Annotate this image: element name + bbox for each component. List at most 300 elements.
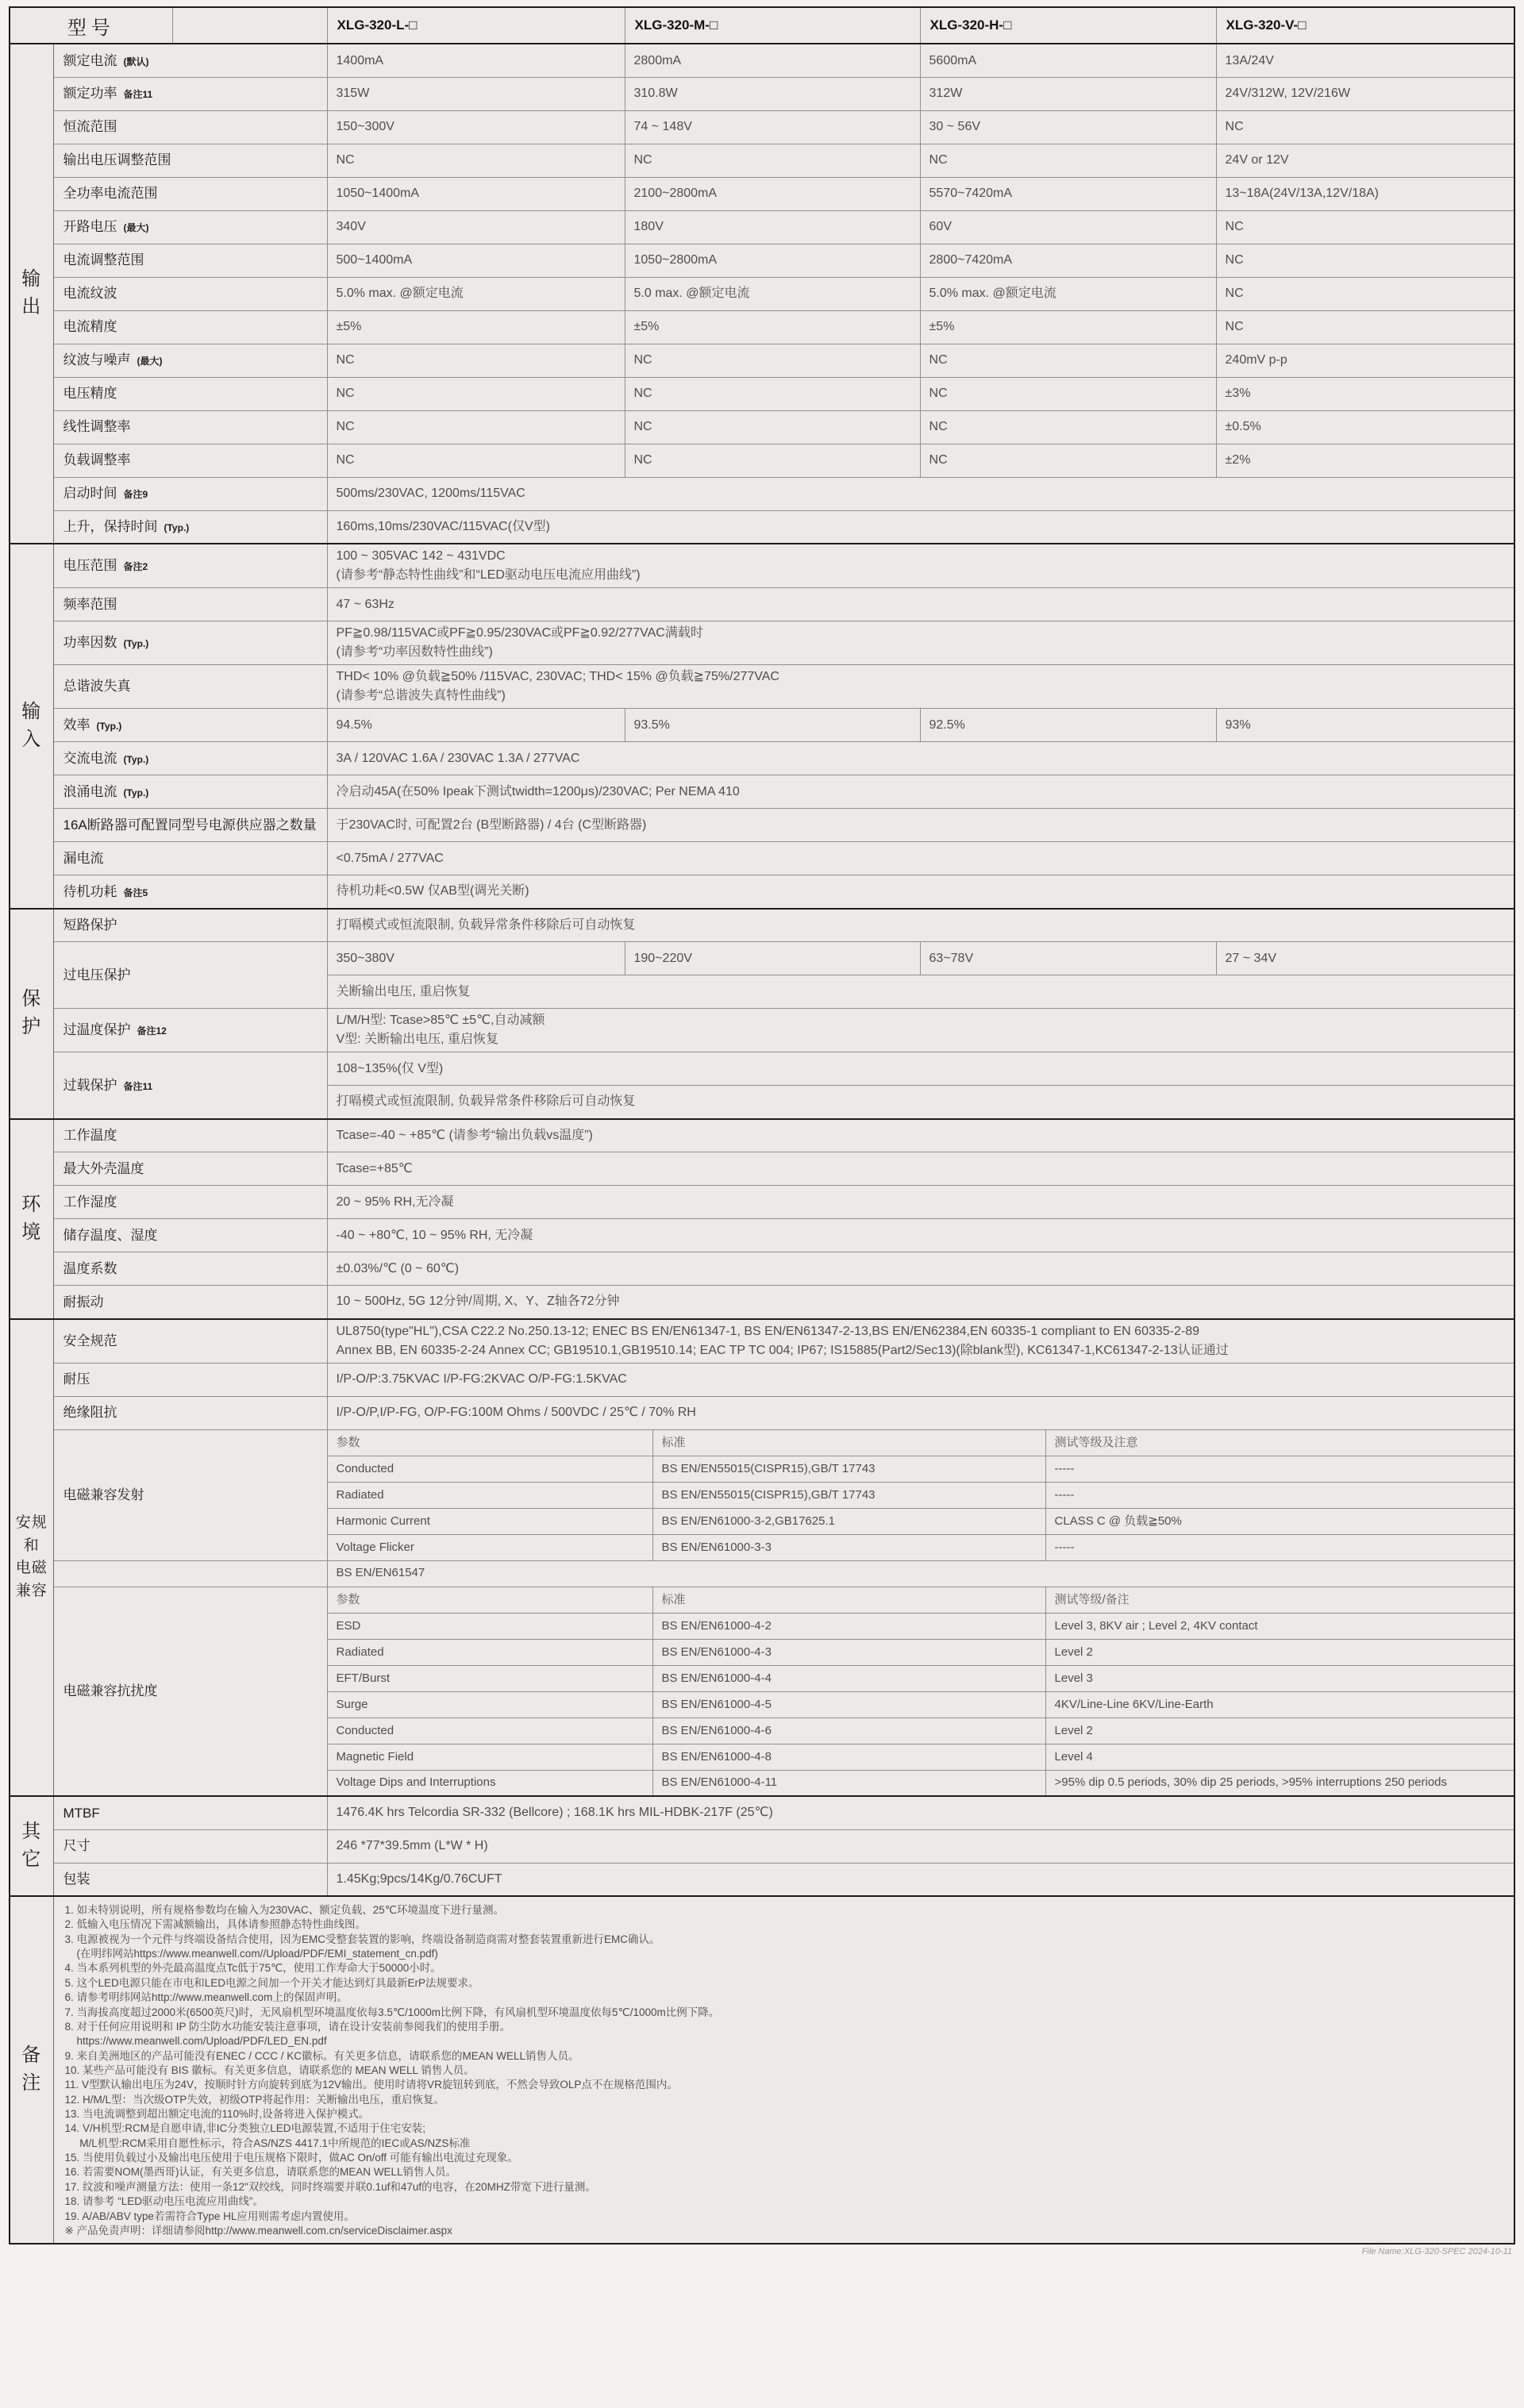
param-note: (Typ.) xyxy=(96,720,122,732)
section-label-notes: 备 注 xyxy=(10,1896,53,2244)
spec-value: Surge xyxy=(327,1691,652,1718)
model-name: XLG-320-V-□ xyxy=(1216,7,1514,44)
spec-value: 13A/24V xyxy=(1216,44,1514,77)
spec-value: L/M/H型: Tcase>85℃ ±5℃,自动减额 V型: 关断输出电压, 重启恢复 xyxy=(327,1009,1514,1052)
spec-value: -40 ~ +80℃, 10 ~ 95% RH, 无冷凝 xyxy=(327,1219,1514,1252)
spec-value: ±3% xyxy=(1216,377,1514,410)
param-note: (Typ.) xyxy=(123,753,149,765)
param-label-text: MTBF xyxy=(63,1805,100,1821)
param-label xyxy=(53,210,327,244)
param-label xyxy=(53,1319,327,1364)
spec-value: 24V/312W, 12V/216W xyxy=(1216,77,1514,110)
table-row xyxy=(10,909,1514,942)
spec-value: 5.0 max. @额定电流 xyxy=(625,277,920,310)
param-label-text: 上升，保持时间 xyxy=(63,519,158,535)
param-label xyxy=(53,1009,327,1052)
table-row xyxy=(10,1286,1514,1319)
param-label-text: 过温度保护 xyxy=(63,1022,131,1038)
spec-value: 60V xyxy=(920,210,1216,244)
table-row xyxy=(10,1219,1514,1252)
spec-value: 108~135%(仅 V型) xyxy=(327,1052,1514,1086)
spec-value: BS EN/EN61000-4-6 xyxy=(652,1718,1045,1744)
spec-value: 5600mA xyxy=(920,44,1216,77)
spec-value: 47 ~ 63Hz xyxy=(327,588,1514,621)
param-label xyxy=(53,709,327,742)
spec-sheet xyxy=(9,6,1515,2263)
table-row xyxy=(10,1363,1514,1396)
spec-value: 30 ~ 56V xyxy=(920,110,1216,144)
param-label xyxy=(53,1560,327,1587)
file-name-footer: File Name:XLG-320-SPEC 2024-10-11 xyxy=(1361,2247,1512,2257)
spec-value: 打嗝模式或恒流限制, 负载异常条件移除后可自动恢复 xyxy=(327,909,1514,942)
spec-value: Conducted xyxy=(327,1456,652,1482)
spec-value: ±2% xyxy=(1216,444,1514,477)
param-label xyxy=(53,1152,327,1186)
table-row xyxy=(10,177,1514,210)
param-label xyxy=(53,510,327,544)
spec-value: ----- xyxy=(1045,1456,1514,1482)
param-label xyxy=(53,77,327,110)
table-row xyxy=(10,1009,1514,1052)
section-label-protection: 保 护 xyxy=(10,909,53,1119)
param-label-text: 耐压 xyxy=(63,1371,90,1387)
spec-value: NC xyxy=(327,344,625,377)
spec-value: Level 3, 8KV air ; Level 2, 4KV contact xyxy=(1045,1613,1514,1639)
table-row xyxy=(10,809,1514,842)
spec-value: BS EN/EN61000-3-2,GB17625.1 xyxy=(652,1508,1045,1534)
param-label-text: 浪涌电流 xyxy=(63,783,117,799)
table-row xyxy=(10,588,1514,621)
spec-value: 冷启动45A(在50% Ipeak下测试twidth=1200μs)/230VAC; Per NEMA 410 xyxy=(327,775,1514,809)
table-row xyxy=(10,244,1514,277)
section-label-environment: 环 境 xyxy=(10,1119,53,1319)
param-label-text: 全功率电流范围 xyxy=(63,186,158,202)
spec-value: BS EN/EN61547 xyxy=(327,1560,1514,1587)
spec-value: 1400mA xyxy=(327,44,625,77)
spec-value: 74 ~ 148V xyxy=(625,110,920,144)
param-label xyxy=(53,44,327,77)
spec-value: EFT/Burst xyxy=(327,1665,652,1691)
spec-value: UL8750(type"HL"),CSA C22.2 No.250.13-12; ENEC BS EN/EN61347-1, BS EN/EN61347-2-13,BS EN/EN62384,EN 60335-1 compliant to EN 60335-2-89 Annex BB, EN 60335-2-24 Annex CC; GB19510.1,GB19510.14; EAC TP TC 004; IP67; IS15885(Part2/Sec13)(除blank型), KC61347-1,KC61347-2-13认证通过 xyxy=(327,1319,1514,1364)
spec-value: 1050~2800mA xyxy=(625,244,920,277)
param-label xyxy=(53,942,327,1009)
spec-value: Conducted xyxy=(327,1718,652,1744)
note-line: 13. 当电流调整到超出额定电流的110%时,设备将进入保护模式。 xyxy=(64,2108,370,2121)
param-note: 备注2 xyxy=(123,561,148,573)
table-row xyxy=(10,1896,1514,2244)
param-label xyxy=(53,1052,327,1119)
spec-value: NC xyxy=(625,410,920,444)
spec-value: ±0.5% xyxy=(1216,410,1514,444)
note-line: 14. V/H机型:RCM是自愿申请,非IC分类独立LED电源装置,不适用于住宅安装; xyxy=(64,2122,426,2135)
param-label xyxy=(53,909,327,942)
spec-value: 2100~2800mA xyxy=(625,177,920,210)
param-label-text: 电压范围 xyxy=(63,558,117,574)
spec-value: NC xyxy=(920,344,1216,377)
note-line: 8. 对于任何应用说明和 IP 防尘防水功能安装注意事项，请在设计安装前参阅我们的使用手册。 xyxy=(64,2020,511,2033)
param-label-text: 电磁兼容抗扰度 xyxy=(63,1683,158,1699)
spec-value: CLASS C @ 负载≧50% xyxy=(1045,1508,1514,1534)
spec-value: Radiated xyxy=(327,1639,652,1665)
param-label-text: 开路电压 xyxy=(63,219,117,235)
param-label-text: 短路保护 xyxy=(63,917,117,933)
param-label xyxy=(53,1252,327,1286)
model-name: XLG-320-H-□ xyxy=(920,7,1216,44)
spec-value: 打嗝模式或恒流限制, 负载异常条件移除后可自动恢复 xyxy=(327,1086,1514,1119)
spec-value: BS EN/EN61000-4-11 xyxy=(652,1770,1045,1796)
spec-value: 5.0% max. @额定电流 xyxy=(327,277,625,310)
table-row xyxy=(10,144,1514,177)
note-line: 1. 如未特别说明，所有规格参数均在输入为230VAC、额定负载、25℃环境温度下进行量测。 xyxy=(64,1904,504,1916)
param-label-text: 恒流范围 xyxy=(63,119,117,135)
param-note: (Typ.) xyxy=(123,787,149,798)
spec-value: 340V xyxy=(327,210,625,244)
table-row xyxy=(10,377,1514,410)
param-label-text: 电磁兼容发射 xyxy=(63,1487,144,1502)
spec-value: BS EN/EN61000-4-8 xyxy=(652,1744,1045,1770)
spec-value: 315W xyxy=(327,77,625,110)
spec-value: Level 2 xyxy=(1045,1639,1514,1665)
spec-value: NC xyxy=(327,410,625,444)
model-name: XLG-320-M-□ xyxy=(625,7,920,44)
spec-value: NC xyxy=(1216,244,1514,277)
table-row xyxy=(10,1152,1514,1186)
table-row xyxy=(10,875,1514,909)
param-label xyxy=(53,110,327,144)
param-label-text: 电流精度 xyxy=(63,319,117,335)
param-label-text: 工作湿度 xyxy=(63,1194,117,1210)
spec-value: <0.75mA / 277VAC xyxy=(327,842,1514,875)
model-name: XLG-320-L-□ xyxy=(327,7,625,44)
param-label xyxy=(53,1587,327,1796)
table-row xyxy=(10,1319,1514,1364)
model-blank-cell xyxy=(172,7,327,44)
spec-value: 190~220V xyxy=(625,942,920,975)
table-row xyxy=(10,1119,1514,1152)
spec-value: ----- xyxy=(1045,1482,1514,1508)
spec-value: 1476.4K hrs Telcordia SR-332 (Bellcore) ; 168.1K hrs MIL-HDBK-217F (25℃) xyxy=(327,1796,1514,1829)
spec-value: Tcase=+85℃ xyxy=(327,1152,1514,1186)
note-line: 11. V型默认输出电压为24V，按顺时针方向旋转到底为12V输出。使用时请将VR旋钮转到底，不然会导致OLP点不在规格范围内。 xyxy=(64,2079,678,2091)
spec-value: PF≧0.98/115VAC或PF≧0.95/230VAC或PF≧0.92/277VAC满载时 (请参考“功率因数特性曲线”) xyxy=(327,621,1514,665)
table-row xyxy=(10,665,1514,709)
param-label xyxy=(53,277,327,310)
param-label-text: 耐振动 xyxy=(63,1294,104,1310)
spec-value: 2800~7420mA xyxy=(920,244,1216,277)
note-line: https://www.meanwell.com/Upload/PDF/LED_EN.pdf xyxy=(64,2035,327,2048)
spec-value: 160ms,10ms/230VAC/115VAC(仅V型) xyxy=(327,510,1514,544)
param-label xyxy=(53,177,327,210)
spec-value: 93% xyxy=(1216,709,1514,742)
model-col-label: 型号 xyxy=(10,7,172,44)
spec-table xyxy=(9,6,1515,2245)
spec-value: 5570~7420mA xyxy=(920,177,1216,210)
param-label-text: 尺寸 xyxy=(63,1838,90,1854)
param-note: 备注5 xyxy=(123,887,148,898)
table-row xyxy=(10,709,1514,742)
spec-value: 93.5% xyxy=(625,709,920,742)
param-label-text: 安全规范 xyxy=(63,1333,117,1348)
spec-value: NC xyxy=(1216,277,1514,310)
table-row xyxy=(10,444,1514,477)
table-row xyxy=(10,310,1514,344)
spec-value: Radiated xyxy=(327,1482,652,1508)
spec-value: 310.8W xyxy=(625,77,920,110)
spec-value: Magnetic Field xyxy=(327,1744,652,1770)
param-label xyxy=(53,310,327,344)
spec-value: THD< 10% @负载≧50% /115VAC, 230VAC; THD< 15% @负载≧75%/277VAC (请参考“总谐波失真特性曲线”) xyxy=(327,665,1514,709)
spec-value: 关断输出电压, 重启恢复 xyxy=(327,975,1514,1009)
table-row xyxy=(10,842,1514,875)
spec-value: NC xyxy=(625,377,920,410)
table-row xyxy=(10,510,1514,544)
spec-value: BS EN/EN61000-4-5 xyxy=(652,1691,1045,1718)
note-line: 6. 请参考明纬网站http://www.meanwell.com上的保固声明。 xyxy=(64,1991,348,2004)
spec-value: ±5% xyxy=(625,310,920,344)
param-label-text: 交流电流 xyxy=(63,750,117,766)
note-line: 19. A/AB/ABV type若需符合Type HL应用则需考虑内置使用。 xyxy=(64,2210,355,2222)
param-label xyxy=(53,444,327,477)
param-note: (默认) xyxy=(123,56,149,67)
param-label xyxy=(53,144,327,177)
spec-value: ±0.03%/℃ (0 ~ 60℃) xyxy=(327,1252,1514,1286)
param-label-text: 电流纹波 xyxy=(63,286,117,302)
table-row xyxy=(10,1052,1514,1086)
table-row xyxy=(10,210,1514,244)
spec-value: Level 4 xyxy=(1045,1744,1514,1770)
spec-value: NC xyxy=(920,410,1216,444)
spec-value: BS EN/EN61000-4-4 xyxy=(652,1665,1045,1691)
param-label xyxy=(53,621,327,665)
section-label-others: 其 它 xyxy=(10,1796,53,1896)
spec-value: 5.0% max. @额定电流 xyxy=(920,277,1216,310)
section-label-output: 输 出 xyxy=(10,44,53,544)
param-label xyxy=(53,1829,327,1863)
spec-value: 3A / 120VAC 1.6A / 230VAC 1.3A / 277VAC xyxy=(327,742,1514,775)
spec-value: 4KV/Line-Line 6KV/Line-Earth xyxy=(1045,1691,1514,1718)
section-label-input: 输 入 xyxy=(10,544,53,909)
spec-value: Voltage Dips and Interruptions xyxy=(327,1770,652,1796)
subtable-header: 测试等级/备注 xyxy=(1045,1587,1514,1613)
spec-value: 500ms/230VAC, 1200ms/115VAC xyxy=(327,477,1514,510)
table-row xyxy=(10,1429,1514,1456)
spec-value: ----- xyxy=(1045,1534,1514,1560)
spec-value: NC xyxy=(1216,110,1514,144)
table-row xyxy=(10,1863,1514,1896)
param-label-text: 过电压保护 xyxy=(63,967,131,983)
param-label xyxy=(53,410,327,444)
spec-value: >95% dip 0.5 periods, 30% dip 25 periods, >95% interruptions 250 periods xyxy=(1045,1770,1514,1796)
notes-list xyxy=(53,1896,1514,2244)
spec-value: 63~78V xyxy=(920,942,1216,975)
spec-value: NC xyxy=(327,377,625,410)
table-row xyxy=(10,44,1514,77)
subtable-header: 测试等级及注意 xyxy=(1045,1429,1514,1456)
param-label-text: 温度系数 xyxy=(63,1260,117,1276)
param-label-text: 频率范围 xyxy=(63,596,117,612)
spec-value: 于230VAC时, 可配置2台 (B型断路器) / 4台 (C型断路器) xyxy=(327,809,1514,842)
table-row xyxy=(10,1796,1514,1829)
spec-value: Level 3 xyxy=(1045,1665,1514,1691)
param-label-text: 过载保护 xyxy=(63,1077,117,1093)
subtable-header: 标准 xyxy=(652,1587,1045,1613)
spec-value: Voltage Flicker xyxy=(327,1534,652,1560)
param-label xyxy=(53,244,327,277)
spec-value: 92.5% xyxy=(920,709,1216,742)
table-row xyxy=(10,1587,1514,1613)
param-label xyxy=(53,544,327,588)
spec-value: 1.45Kg;9pcs/14Kg/0.76CUFT xyxy=(327,1863,1514,1896)
spec-value: Level 2 xyxy=(1045,1718,1514,1744)
param-label xyxy=(53,1186,327,1219)
spec-value: NC xyxy=(327,144,625,177)
spec-value: NC xyxy=(625,444,920,477)
spec-value: Harmonic Current xyxy=(327,1508,652,1534)
param-label-text: 包装 xyxy=(63,1871,90,1887)
param-label xyxy=(53,742,327,775)
param-note: (Typ.) xyxy=(123,638,149,650)
param-note: (最大) xyxy=(123,222,149,234)
param-note: (最大) xyxy=(137,356,163,367)
spec-value: ±5% xyxy=(920,310,1216,344)
note-line: 2. 低输入电压情况下需减额输出，具体请参照静态特性曲线图。 xyxy=(64,1918,367,1931)
spec-value: 312W xyxy=(920,77,1216,110)
param-label xyxy=(53,875,327,909)
note-line: 7. 当海拔高度超过2000米(6500英尺)时，无风扇机型环境温度依每3.5℃/1000m比例下降，有风扇机型环境温度依每5℃/1000m比例下降。 xyxy=(64,2006,720,2018)
param-label xyxy=(53,842,327,875)
param-label xyxy=(53,1119,327,1152)
param-note: 备注9 xyxy=(123,489,148,501)
param-label xyxy=(53,1363,327,1396)
param-label-text: 效率 xyxy=(63,717,90,733)
table-row xyxy=(10,1396,1514,1429)
param-label xyxy=(53,775,327,809)
subtable-header: 参数 xyxy=(327,1587,652,1613)
param-note: 备注11 xyxy=(123,89,153,101)
spec-value: 150~300V xyxy=(327,110,625,144)
param-label-text: 额定电流 xyxy=(63,52,117,68)
note-line: 18. 请参考 “LED驱动电压电流应用曲线”。 xyxy=(64,2195,264,2208)
note-line: 15. 当使用负载过小及输出电压使用于电压规格下限时，做AC On/off 可能有输出电流过充现象。 xyxy=(64,2152,518,2164)
model-header-row xyxy=(10,7,1514,44)
param-label-text: 总谐波失真 xyxy=(63,679,131,694)
spec-value: 待机功耗<0.5W 仅AB型(调光关断) xyxy=(327,875,1514,909)
param-label xyxy=(53,588,327,621)
param-label xyxy=(53,665,327,709)
note-line: 17. 纹波和噪声测量方法：使用一条12"双绞线，同时终端要并联0.1uf和47uf的电容，在20MHZ带宽下进行量测。 xyxy=(64,2180,596,2193)
spec-value: 1050~1400mA xyxy=(327,177,625,210)
param-label-text: 绝缘阻抗 xyxy=(63,1405,117,1421)
spec-value: 13~18A(24V/13A,12V/18A) xyxy=(1216,177,1514,210)
note-line: 9. 来自美洲地区的产品可能没有ENEC / CCC / KC徽标。有关更多信息，请联系您的MEAN WELL销售人员。 xyxy=(64,2049,579,2062)
param-label xyxy=(53,1396,327,1429)
param-label-text: 16A断路器可配置同型号电源供应器之数量 xyxy=(63,817,317,833)
spec-value: 2800mA xyxy=(625,44,920,77)
spec-value: 240mV p-p xyxy=(1216,344,1514,377)
spec-value: NC xyxy=(327,444,625,477)
param-label xyxy=(53,1286,327,1319)
table-row xyxy=(10,1560,1514,1587)
note-line: (在明纬网站https://www.meanwell.com//Upload/PDF/EMI_statement_cn.pdf) xyxy=(64,1948,438,1960)
section-label-safety-emc: 安规 和 电磁 兼容 xyxy=(10,1319,53,1797)
spec-value: NC xyxy=(920,444,1216,477)
spec-value: Tcase=-40 ~ +85℃ (请参考“输出负载vs温度”) xyxy=(327,1119,1514,1152)
spec-value: BS EN/EN55015(CISPR15),GB/T 17743 xyxy=(652,1482,1045,1508)
spec-value: I/P-O/P,I/P-FG, O/P-FG:100M Ohms / 500VDC / 25℃ / 70% RH xyxy=(327,1396,1514,1429)
table-row xyxy=(10,1252,1514,1286)
spec-value: 100 ~ 305VAC 142 ~ 431VDC (请参考“静态特性曲线”和“LED驱动电压电流应用曲线”) xyxy=(327,544,1514,588)
param-label-text: 漏电流 xyxy=(63,850,104,866)
spec-value: 180V xyxy=(625,210,920,244)
param-label xyxy=(53,377,327,410)
param-label-text: 工作温度 xyxy=(63,1128,117,1144)
spec-value: 500~1400mA xyxy=(327,244,625,277)
note-line: 5. 这个LED电源只能在市电和LED电源之间加一个开关才能达到灯具最新ErP法规要求。 xyxy=(64,1976,479,1989)
param-note: 备注12 xyxy=(137,1025,167,1037)
table-row xyxy=(10,544,1514,588)
table-row xyxy=(10,77,1514,110)
param-label xyxy=(53,1219,327,1252)
spec-value: NC xyxy=(1216,210,1514,244)
param-note: 备注11 xyxy=(123,1080,153,1092)
param-label-text: 最大外壳温度 xyxy=(63,1160,144,1176)
param-label-text: 电流调整范围 xyxy=(63,252,144,268)
note-line: ※ 产品免责声明：详细请参阅http://www.meanwell.com.cn/serviceDisclaimer.aspx xyxy=(64,2224,452,2237)
table-row xyxy=(10,344,1514,377)
param-label-text: 线性调整率 xyxy=(63,419,131,435)
spec-value: ±5% xyxy=(327,310,625,344)
spec-value: NC xyxy=(920,144,1216,177)
table-row xyxy=(10,410,1514,444)
note-line: 16. 若需要NOM(墨西哥)认证，有关更多信息，请联系您的MEAN WELL销售人员。 xyxy=(64,2166,457,2179)
spec-value: 27 ~ 34V xyxy=(1216,942,1514,975)
spec-value: 20 ~ 95% RH,无冷凝 xyxy=(327,1186,1514,1219)
subtable-header: 标准 xyxy=(652,1429,1045,1456)
table-row xyxy=(10,477,1514,510)
spec-value: 94.5% xyxy=(327,709,625,742)
param-label-text: 储存温度、湿度 xyxy=(63,1227,158,1243)
table-row xyxy=(10,1829,1514,1863)
param-label-text: 启动时间 xyxy=(63,486,117,502)
table-row xyxy=(10,110,1514,144)
spec-value: NC xyxy=(1216,310,1514,344)
spec-value: ESD xyxy=(327,1613,652,1639)
table-row xyxy=(10,277,1514,310)
spec-value: 24V or 12V xyxy=(1216,144,1514,177)
param-note: (Typ.) xyxy=(164,522,190,534)
table-row xyxy=(10,942,1514,975)
note-line: 10. 某些产品可能没有 BIS 徽标。有关更多信息，请联系您的 MEAN WELL 销售人员。 xyxy=(64,2064,475,2076)
table-row xyxy=(10,742,1514,775)
table-row xyxy=(10,775,1514,809)
param-label-text: 输出电压调整范围 xyxy=(63,152,171,168)
note-line: 4. 当本系列机型的外壳最高温度点Tc低于75℃，使用工作寿命大于50000小时。 xyxy=(64,1962,441,1975)
param-label-text: 额定功率 xyxy=(63,86,117,102)
spec-value: NC xyxy=(920,377,1216,410)
param-label xyxy=(53,1863,327,1896)
param-label-text: 纹波与噪声 xyxy=(63,352,131,368)
spec-value: 246 *77*39.5mm (L*W * H) xyxy=(327,1829,1514,1863)
spec-value: 350~380V xyxy=(327,942,625,975)
note-line: M/L机型:RCM采用自愿性标示，符合AS/NZS 4417.1中所规范的IEC或AS/NZS标准 xyxy=(64,2137,471,2149)
param-label xyxy=(53,1796,327,1829)
param-label xyxy=(53,1429,327,1560)
param-label xyxy=(53,809,327,842)
param-label-text: 待机功耗 xyxy=(63,883,117,899)
spec-value: BS EN/EN55015(CISPR15),GB/T 17743 xyxy=(652,1456,1045,1482)
spec-value: NC xyxy=(625,144,920,177)
param-label-text: 功率因数 xyxy=(63,635,117,651)
